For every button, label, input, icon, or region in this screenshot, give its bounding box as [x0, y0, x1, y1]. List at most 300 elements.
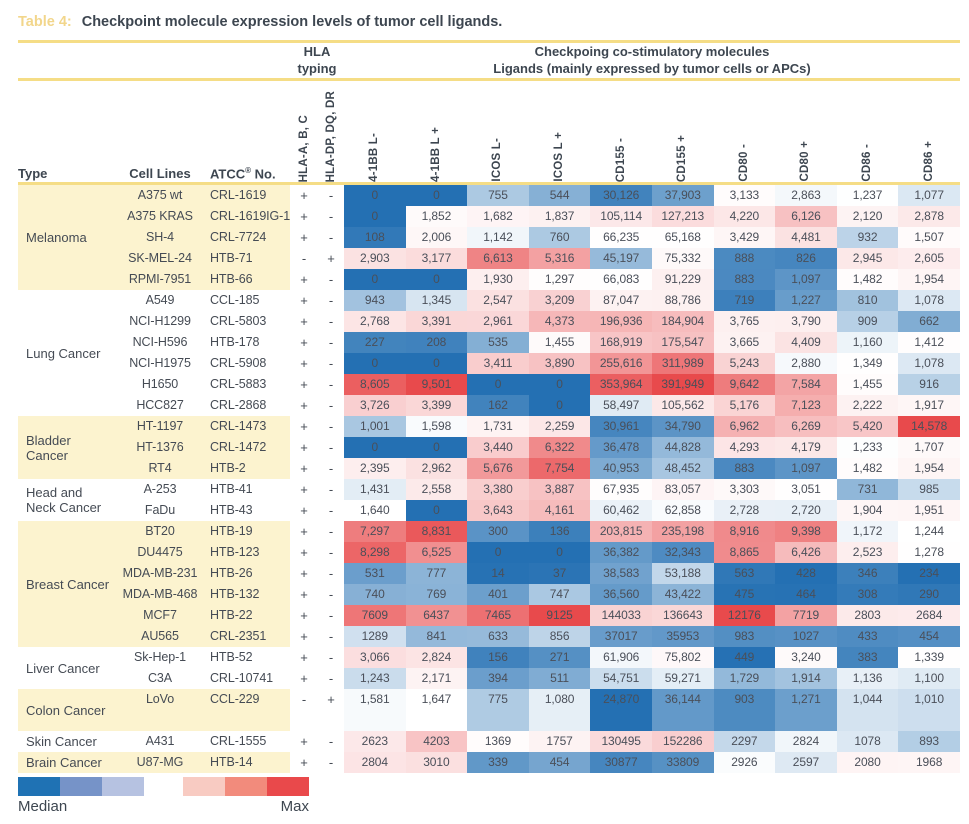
expression-value-cell: 105,562 — [652, 395, 714, 416]
expression-value-cell: 883 — [714, 458, 776, 479]
expression-value-cell: 1,278 — [898, 542, 960, 563]
expression-value-cell: 4,220 — [714, 206, 776, 227]
expression-value-cell: 433 — [837, 626, 899, 647]
expression-value-cell: 1,729 — [714, 668, 776, 689]
expression-value-cell: 6,269 — [775, 416, 837, 437]
group-type-label: Liver Cancer — [26, 660, 100, 676]
expression-value-cell: 12176 — [714, 605, 776, 626]
hla-dpdqdr-sign: - — [318, 227, 344, 248]
rotated-header-41bbl-pos: 4-1BB L + — [429, 127, 442, 182]
expression-value-cell: 2,006 — [406, 227, 468, 248]
expression-value-cell: 3,887 — [529, 479, 591, 500]
expression-value-cell: 3,411 — [467, 353, 529, 374]
atcc-number: CRL-1473 — [210, 416, 290, 437]
hla-abc-sign: + — [290, 290, 318, 311]
expression-value-cell: 30,961 — [590, 416, 652, 437]
expression-value-cell: 37 — [529, 563, 591, 584]
group-type-label: Breast Cancer — [18, 521, 110, 647]
cell-line-name: Sk-Hep-1 — [134, 650, 186, 664]
expression-value-cell: 1078 — [837, 731, 899, 752]
hla-abc-sign: + — [290, 605, 318, 626]
expression-value-cell: 0 — [344, 437, 406, 458]
expression-value-cell: 339 — [467, 752, 529, 773]
hla-abc-sign: + — [290, 563, 318, 584]
cell-line-name: HT-1376 — [110, 437, 210, 458]
expression-value-cell: 1369 — [467, 731, 529, 752]
atcc-number: CCL-229 — [210, 689, 290, 731]
cell-line-name: MDA-MB-468 — [110, 584, 210, 605]
hla-dpdqdr-sign: + — [318, 689, 344, 731]
expression-value-cell: 7,754 — [529, 458, 591, 479]
cell-line-name: A-253 — [143, 482, 177, 496]
expression-value-cell: 65,168 — [652, 227, 714, 248]
atcc-number: CRL-1619 — [210, 185, 290, 206]
expression-value-cell: 1,482 — [837, 269, 899, 290]
expression-value-cell: 1,455 — [529, 332, 591, 353]
atcc-number: CRL-2868 — [210, 398, 267, 412]
hla-abc-sign: + — [290, 668, 318, 689]
cell-line-name: A375 wt — [110, 185, 210, 206]
expression-value-cell: 531 — [344, 563, 406, 584]
table-title — [18, 14, 502, 30]
expression-value-cell: 1,078 — [898, 353, 960, 374]
expression-value-cell: 511 — [529, 668, 591, 689]
expression-value-cell: 290 — [898, 584, 960, 605]
expression-value-cell: 2,547 — [467, 290, 529, 311]
cell-line-name: A431 — [145, 734, 175, 748]
expression-value-cell: 60,462 — [590, 500, 652, 521]
expression-value-cell: 5,676 — [467, 458, 529, 479]
hla-abc-sign: + — [290, 500, 318, 521]
expression-value-cell: 1,647 — [406, 689, 468, 731]
expression-value-cell: 3,133 — [714, 185, 776, 206]
expression-value-cell: 208 — [406, 332, 468, 353]
expression-value-cell: 1,930 — [467, 269, 529, 290]
group-type-label: Brain Cancer — [18, 752, 110, 773]
expression-value-cell: 59,271 — [652, 668, 714, 689]
atcc-number: HTB-71 — [210, 248, 290, 269]
rotated-header-hla-dpdqdr: HLA-DP, DQ, DR — [324, 90, 337, 182]
expression-value-cell: 255,616 — [590, 353, 652, 374]
hla-dpdqdr-sign: - — [318, 290, 344, 311]
expression-value-cell: 66,235 — [590, 227, 652, 248]
expression-value-cell: 33809 — [652, 752, 714, 773]
atcc-column-header: ATCC® No. — [210, 165, 276, 181]
expression-value-cell: 3,429 — [714, 227, 776, 248]
atcc-number: HTB-26 — [210, 563, 290, 584]
hla-dpdqdr-sign: - — [318, 479, 344, 500]
rotated-header-cd80-pos: CD80 + — [799, 141, 812, 182]
rotated-header-icosl-pos: ICOS L + — [553, 132, 566, 182]
atcc-number: HTB-66 — [210, 269, 290, 290]
expression-value-cell: 9,501 — [406, 374, 468, 395]
expression-value-cell: 775 — [467, 689, 529, 731]
expression-value-cell: 2,880 — [775, 353, 837, 374]
expression-value-cell: 909 — [837, 311, 899, 332]
atcc-number: HTB-132 — [210, 584, 290, 605]
hla-dpdqdr-sign: - — [318, 437, 344, 458]
expression-value-cell: 428 — [775, 563, 837, 584]
expression-value-cell: 7,123 — [775, 395, 837, 416]
expression-value-cell: 6437 — [406, 605, 468, 626]
expression-value-cell: 449 — [714, 647, 776, 668]
expression-value-cell: 30877 — [590, 752, 652, 773]
expression-value-cell: 34,790 — [652, 416, 714, 437]
hla-abc-sign: + — [290, 479, 318, 500]
expression-value-cell: 0 — [467, 374, 529, 395]
expression-value-cell: 1,951 — [898, 500, 960, 521]
expression-value-cell: 2,395 — [344, 458, 406, 479]
hla-typing-group-header: HLA typing — [297, 44, 337, 76]
expression-value-cell: 856 — [529, 626, 591, 647]
expression-value-cell: 2926 — [714, 752, 776, 773]
expression-value-cell: 136 — [529, 521, 591, 542]
expression-value-cell: 2,605 — [898, 248, 960, 269]
expression-value-cell: 2,728 — [714, 500, 776, 521]
hla-dpdqdr-sign: - — [318, 374, 344, 395]
expression-value-cell: 2,222 — [837, 395, 899, 416]
expression-value-cell: 7,584 — [775, 374, 837, 395]
expression-value-cell: 7465 — [467, 605, 529, 626]
hla-abc-sign: + — [290, 185, 318, 206]
expression-value-cell: 48,452 — [652, 458, 714, 479]
expression-value-cell: 3,051 — [775, 479, 837, 500]
expression-value-cell: 168,919 — [590, 332, 652, 353]
cell-line-name: MCF7 — [110, 605, 210, 626]
cell-line-name: H1650 — [141, 377, 179, 391]
hla-abc-sign: + — [290, 395, 318, 416]
expression-value-cell: 105,114 — [590, 206, 652, 227]
group-type-label: Colon Cancer — [18, 689, 110, 731]
hla-dpdqdr-sign: - — [318, 584, 344, 605]
hla-abc-sign: + — [290, 542, 318, 563]
hla-abc-sign: - — [290, 689, 318, 731]
rotated-header-cd155-pos: CD155 + — [676, 134, 689, 182]
expression-value-cell: 2,961 — [467, 311, 529, 332]
expression-value-cell: 162 — [467, 395, 529, 416]
table-title-text: Checkpoint molecule expression levels of tumor cell ligands. — [81, 14, 503, 30]
expression-value-cell: 1,044 — [837, 689, 899, 731]
expression-value-cell: 62,858 — [652, 500, 714, 521]
expression-value-cell: 1,172 — [837, 521, 899, 542]
rotated-header-cd155-neg: CD155 - — [614, 137, 627, 182]
hla-dpdqdr-sign: - — [318, 752, 344, 773]
expression-value-cell: 235,198 — [652, 521, 714, 542]
atcc-number: CRL-5883 — [210, 377, 267, 391]
hla-abc-sign: + — [290, 353, 318, 374]
hla-abc-sign: + — [290, 647, 318, 668]
table-body — [18, 185, 960, 773]
expression-value-cell: 1,598 — [406, 416, 468, 437]
expression-value-cell: 8,865 — [714, 542, 776, 563]
expression-value-cell: 36,382 — [590, 542, 652, 563]
expression-value-cell: 1,345 — [406, 290, 468, 311]
legend-max-label: Max — [280, 798, 309, 815]
expression-value-cell: 87,047 — [590, 290, 652, 311]
cell-line-name: MDA-MB-231 — [110, 563, 210, 584]
expression-value-cell: 5,176 — [714, 395, 776, 416]
expression-value-cell: 454 — [898, 626, 960, 647]
expression-value-cell: 32,343 — [652, 542, 714, 563]
expression-value-cell: 1,010 — [898, 689, 960, 731]
atcc-number: HTB-41 — [210, 482, 253, 496]
expression-value-cell: 2,768 — [344, 311, 406, 332]
hla-dpdqdr-sign: - — [318, 668, 344, 689]
expression-value-cell: 43,422 — [652, 584, 714, 605]
expression-value-cell: 40,953 — [590, 458, 652, 479]
expression-value-cell: 0 — [529, 542, 591, 563]
hla-dpdqdr-sign: - — [318, 353, 344, 374]
expression-value-cell: 108 — [344, 227, 406, 248]
expression-value-cell: 5,243 — [714, 353, 776, 374]
expression-value-cell: 2,523 — [837, 542, 899, 563]
cell-line-name: RT4 — [110, 458, 210, 479]
expression-value-cell: 2,945 — [837, 248, 899, 269]
expression-value-cell: 130495 — [590, 731, 652, 752]
expression-value-cell: 0 — [344, 269, 406, 290]
expression-value-cell: 3,303 — [714, 479, 776, 500]
expression-value-cell: 1,914 — [775, 668, 837, 689]
expression-value-cell: 2597 — [775, 752, 837, 773]
expression-value-cell: 3,790 — [775, 311, 837, 332]
expression-value-cell: 300 — [467, 521, 529, 542]
atcc-number: HTB-22 — [210, 605, 290, 626]
expression-value-cell: 196,936 — [590, 311, 652, 332]
legend-red-swatch — [225, 777, 267, 796]
expression-value-cell: 3,665 — [714, 332, 776, 353]
expression-value-cell: 5,316 — [529, 248, 591, 269]
expression-value-cell: 888 — [714, 248, 776, 269]
expression-value-cell: 0 — [344, 206, 406, 227]
expression-value-cell: 760 — [529, 227, 591, 248]
expression-value-cell: 1,227 — [775, 290, 837, 311]
rotated-header-41bbl-neg: 4-1BB L- — [368, 133, 381, 182]
expression-value-cell: 4203 — [406, 731, 468, 752]
expression-value-cell: 308 — [837, 584, 899, 605]
expression-value-cell: 24,870 — [590, 689, 652, 731]
expression-value-cell: 2,120 — [837, 206, 899, 227]
expression-value-cell: 1,237 — [837, 185, 899, 206]
expression-value-cell: 1,954 — [898, 269, 960, 290]
legend-red-swatch — [267, 777, 309, 796]
expression-value-cell: 2684 — [898, 605, 960, 626]
expression-value-cell: 1968 — [898, 752, 960, 773]
expression-value-cell: 731 — [837, 479, 899, 500]
expression-value-cell: 985 — [898, 479, 960, 500]
expression-value-cell: 1289 — [344, 626, 406, 647]
atcc-number: CRL-5908 — [210, 356, 267, 370]
cell-line-name: FaDu — [144, 503, 176, 517]
expression-value-cell: 810 — [837, 290, 899, 311]
expression-value-cell: 3,240 — [775, 647, 837, 668]
expression-value-cell: 1,142 — [467, 227, 529, 248]
expression-value-cell: 1,852 — [406, 206, 468, 227]
rotated-header-icosl-neg: ICOS L- — [491, 138, 504, 182]
expression-value-cell: 66,083 — [590, 269, 652, 290]
expression-value-cell: 4,409 — [775, 332, 837, 353]
atcc-number: HTB-14 — [210, 752, 290, 773]
group-type-label: Head and Neck Cancer — [26, 485, 102, 515]
expression-value-cell: 544 — [529, 185, 591, 206]
hla-abc-sign: + — [290, 752, 318, 773]
expression-value-cell: 1,455 — [837, 374, 899, 395]
expression-value-cell: 0 — [467, 542, 529, 563]
expression-value-cell: 1,233 — [837, 437, 899, 458]
cell-line-name: BT20 — [110, 521, 210, 542]
cell-line-name: DU4475 — [110, 542, 210, 563]
expression-value-cell: 1,349 — [837, 353, 899, 374]
hla-dpdqdr-sign: - — [318, 206, 344, 227]
hla-dpdqdr-sign: - — [318, 458, 344, 479]
table-number-label: Table 4: — [18, 14, 72, 30]
rotated-header-cd80-neg: CD80 - — [737, 144, 750, 182]
expression-value-cell: 3,209 — [529, 290, 591, 311]
atcc-number: CRL-7724 — [210, 227, 290, 248]
expression-value-cell: 391,949 — [652, 374, 714, 395]
expression-value-cell: 464 — [775, 584, 837, 605]
expression-value-cell: 75,332 — [652, 248, 714, 269]
hla-dpdqdr-sign: - — [318, 416, 344, 437]
expression-value-cell: 271 — [529, 647, 591, 668]
expression-value-cell: 346 — [837, 563, 899, 584]
expression-value-cell: 0 — [344, 185, 406, 206]
legend-red-scale — [183, 777, 309, 796]
rotated-header-cd86-neg: CD86 - — [861, 144, 874, 182]
expression-value-cell: 903 — [714, 689, 776, 731]
expression-value-cell: 9125 — [529, 605, 591, 626]
atcc-number: HTB-43 — [210, 503, 253, 517]
legend-blue-swatch — [18, 777, 60, 796]
rotated-header-hla-abc: HLA-A, B, C — [297, 114, 310, 182]
expression-value-cell: 0 — [344, 353, 406, 374]
expression-value-cell: 3,177 — [406, 248, 468, 269]
expression-value-cell: 0 — [406, 353, 468, 374]
expression-value-cell: 0 — [406, 437, 468, 458]
hla-dpdqdr-sign: - — [318, 311, 344, 332]
expression-value-cell: 475 — [714, 584, 776, 605]
expression-value-cell: 152286 — [652, 731, 714, 752]
expression-value-cell: 203,815 — [590, 521, 652, 542]
expression-value-cell: 2,720 — [775, 500, 837, 521]
hla-abc-sign: + — [290, 206, 318, 227]
expression-value-cell: 2824 — [775, 731, 837, 752]
atcc-number: CRL-1472 — [210, 437, 290, 458]
gold-rule-mid — [18, 78, 960, 81]
expression-value-cell: 136643 — [652, 605, 714, 626]
expression-value-cell: 184,904 — [652, 311, 714, 332]
expression-value-cell: 1,243 — [344, 668, 406, 689]
expression-value-cell: 44,828 — [652, 437, 714, 458]
hla-abc-sign: + — [290, 584, 318, 605]
expression-value-cell: 127,213 — [652, 206, 714, 227]
legend-median-label: Median — [18, 798, 68, 815]
expression-value-cell: 2080 — [837, 752, 899, 773]
expression-value-cell: 719 — [714, 290, 776, 311]
expression-value-cell: 394 — [467, 668, 529, 689]
hla-dpdqdr-sign: - — [318, 521, 344, 542]
expression-value-cell: 883 — [714, 269, 776, 290]
hla-abc-sign: + — [290, 521, 318, 542]
expression-value-cell: 1,640 — [344, 500, 406, 521]
atcc-number: CRL-1555 — [210, 734, 267, 748]
atcc-number: CRL-10741 — [210, 671, 274, 685]
expression-value-cell: 916 — [898, 374, 960, 395]
expression-value-cell: 1,100 — [898, 668, 960, 689]
expression-value-cell: 2,259 — [529, 416, 591, 437]
expression-value-cell: 0 — [529, 374, 591, 395]
expression-value-cell: 6,525 — [406, 542, 468, 563]
hla-dpdqdr-sign: - — [318, 542, 344, 563]
atcc-number: HTB-2 — [210, 458, 290, 479]
expression-value-cell: 3,380 — [467, 479, 529, 500]
expression-value-cell: 1,339 — [898, 647, 960, 668]
expression-value-cell: 3,440 — [467, 437, 529, 458]
expression-value-cell: 9,642 — [714, 374, 776, 395]
legend-blue-scale — [18, 777, 144, 796]
expression-value-cell: 3,890 — [529, 353, 591, 374]
expression-value-cell: 1,917 — [898, 395, 960, 416]
atcc-number: HTB-52 — [210, 650, 253, 664]
expression-value-cell: 1,160 — [837, 332, 899, 353]
expression-value-cell: 2,171 — [406, 668, 468, 689]
hla-abc-sign: + — [290, 731, 318, 752]
expression-value-cell: 1,080 — [529, 689, 591, 731]
expression-value-cell: 3,066 — [344, 647, 406, 668]
hla-dpdqdr-sign: - — [318, 731, 344, 752]
hla-abc-sign: + — [290, 437, 318, 458]
cell-line-name: U87-MG — [110, 752, 210, 773]
expression-value-cell: 53,188 — [652, 563, 714, 584]
expression-value-cell: 2,903 — [344, 248, 406, 269]
hla-dpdqdr-sign: - — [318, 269, 344, 290]
cell-line-name: HCC827 — [136, 398, 184, 412]
hla-dpdqdr-sign: - — [318, 185, 344, 206]
expression-value-cell: 35953 — [652, 626, 714, 647]
expression-value-cell: 7719 — [775, 605, 837, 626]
expression-value-cell: 14 — [467, 563, 529, 584]
expression-value-cell: 740 — [344, 584, 406, 605]
expression-value-cell: 3,399 — [406, 395, 468, 416]
expression-value-cell: 4,481 — [775, 227, 837, 248]
expression-value-cell: 1,707 — [898, 437, 960, 458]
expression-value-cell: 1,297 — [529, 269, 591, 290]
expression-value-cell: 633 — [467, 626, 529, 647]
expression-value-cell: 1,244 — [898, 521, 960, 542]
expression-value-cell: 6,962 — [714, 416, 776, 437]
expression-value-cell: 983 — [714, 626, 776, 647]
hla-abc-sign: + — [290, 269, 318, 290]
expression-value-cell: 1,136 — [837, 668, 899, 689]
expression-value-cell: 943 — [344, 290, 406, 311]
expression-value-cell: 1,682 — [467, 206, 529, 227]
atcc-number: CCL-185 — [210, 293, 260, 307]
hla-dpdqdr-sign: - — [318, 647, 344, 668]
hla-abc-sign: + — [290, 311, 318, 332]
hla-dpdqdr-sign: - — [318, 332, 344, 353]
expression-value-cell: 1,904 — [837, 500, 899, 521]
expression-value-cell: 3,643 — [467, 500, 529, 521]
expression-value-cell: 841 — [406, 626, 468, 647]
expression-value-cell: 826 — [775, 248, 837, 269]
expression-value-cell: 1,001 — [344, 416, 406, 437]
hla-dpdqdr-sign: - — [318, 395, 344, 416]
gold-rule-top — [18, 40, 960, 43]
hla-abc-sign: + — [290, 227, 318, 248]
atcc-number: HTB-19 — [210, 521, 290, 542]
expression-value-cell: 36,478 — [590, 437, 652, 458]
expression-value-cell: 311,989 — [652, 353, 714, 374]
expression-value-cell: 383 — [837, 647, 899, 668]
